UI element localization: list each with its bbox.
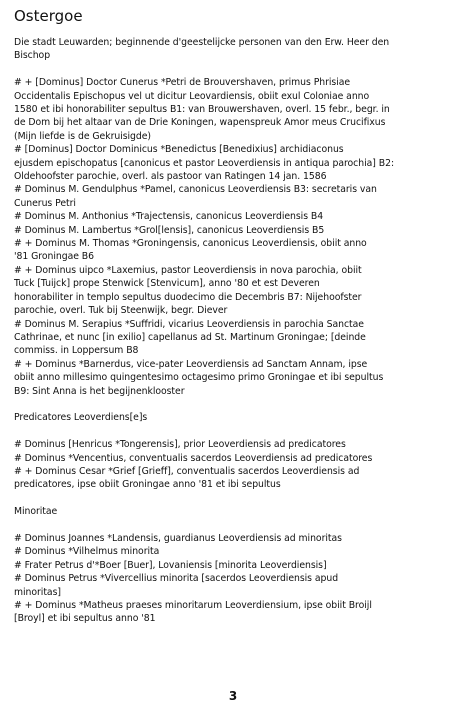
text-line: # [Dominus] Doctor Dominicus *Benedictus [Benedixius] archidiaconus [14, 144, 344, 156]
text-line: [Broyl] et ibi sepultus anno '81 [14, 613, 156, 625]
text-line: honorabiliter in templo sepultus duodecimo die Decembris B7: Nijehoofster [14, 291, 362, 303]
text-line: commiss. in Loppersum B8 [14, 345, 139, 357]
text-line: Cunerus Petri [14, 197, 76, 209]
text-line: Die stadt Leuwarden; beginnende d'geestelijcke personen van den Erw. Heer den [14, 37, 390, 48]
blank-line [14, 63, 454, 76]
text-line: # Dominus *Vilhelmus minorita [14, 546, 160, 558]
document-page [14, 6, 454, 626]
document-body [14, 36, 454, 626]
text-line: # Dominus [Henricus *Tongerensis], prior Leoverdiensis ad predicatores [14, 439, 346, 451]
text-line: # Dominus Petrus *Vivercellius minorita [sacerdos Leoverdiensis apud [14, 573, 339, 585]
text-line: # + Dominus M. Thomas *Groningensis, canonicus Leoverdiensis, obiit anno [14, 238, 367, 250]
text-line: # Dominus Joannes *Landensis, guardianus Leoverdiensis ad minoritas [14, 532, 342, 544]
text-line: 1580 et ibi honorabiliter sepultus B1: van Brouwershaven, overl. 15 febr., begr. in [14, 104, 390, 116]
text-line: B9: Sint Anna is het begijnenklooster [14, 385, 185, 397]
blank-line [14, 519, 454, 532]
text-line: Tuck [Tuijck] prope Stenwick [Stenvicum], anno '80 et est Deveren [14, 278, 320, 290]
text-line: Oldehoofster parochie, overl. als pastoor van Ratingen 14 jan. 1586 [14, 171, 327, 183]
text-line: parochie, overl. Tuk bij Steenwijk, begr. Diever [14, 305, 228, 317]
text-line: '81 Groningae B6 [14, 251, 94, 263]
text-line: Occidentalis Epischopus vel ut dicitur Leovardiensis, obiit exul Coloniae anno [14, 90, 370, 102]
text-line: # + Dominus Cesar *Grief [Grieff], conventualis sacerdos Leoverdiensis ad [14, 465, 360, 477]
text-line: predicatores, ipse obiit Groningae anno '81 et ibi sepultus [14, 479, 281, 491]
text-line: (Mijn liefde is de Gekruisigde) [14, 130, 151, 142]
text-line: Cathrinae, et nunc [in exilio] capellanus ad St. Martinum Groningae; [deinde [14, 331, 366, 343]
text-line: ejusdem epischopatus [canonicus et pastor Leoverdiensis in antiqua parochia] B2: [14, 157, 395, 169]
text-line: # + [Dominus] Doctor Cunerus *Petri de Brouvershaven, primus Phrisiae [14, 77, 351, 89]
text-line: # Frater Petrus d'*Boer [Buer], Lovaniensis [minorita Leoverdiensis] [14, 559, 327, 571]
text-line: # + Dominus *Barnerdus, vice-pater Leoverdiensis ad Sanctam Annam, ipse [14, 358, 368, 370]
text-line: # + Dominus uipco *Laxemius, pastor Leoverdiensis in nova parochia, obiit [14, 264, 362, 276]
page-title: Ostergoe [14, 7, 83, 25]
page-number: 3 [228, 689, 238, 703]
text-line: Minoritae [14, 506, 58, 518]
text-line: # Dominus M. Anthonius *Trajectensis, canonicus Leoverdiensis B4 [14, 211, 324, 223]
blank-line [14, 425, 454, 438]
text-line: # + Dominus *Matheus praeses minoritarum Leoverdiensium, ipse obiit Broijl [14, 599, 372, 611]
text-line: de Dom bij het altaar van de Drie Koningen, wapenspreuk Amor meus Crucifixus [14, 117, 386, 129]
text-line: minoritas] [14, 586, 61, 598]
text-line: # Dominus M. Serapius *Suffridi, vicarius Leoverdiensis in parochia Sanctae [14, 318, 364, 330]
text-line: Bischop [14, 50, 51, 62]
blank-line [14, 398, 454, 411]
text-line: # Dominus M. Lambertus *Grol[lensis], canonicus Leoverdiensis B5 [14, 224, 325, 236]
text-line: # Dominus *Vencentius, conventualis sacerdos Leoverdiensis ad predicatores [14, 452, 373, 464]
text-line: # Dominus M. Gendulphus *Pamel, canonicus Leoverdiensis B3: secretaris van [14, 184, 377, 196]
blank-line [14, 492, 454, 505]
text-line: Predicatores Leoverdiens[e]s [14, 412, 148, 424]
text-line: obiit anno millesimo quingentesimo octagesimo primo Groningae et ibi sepultus [14, 372, 384, 384]
